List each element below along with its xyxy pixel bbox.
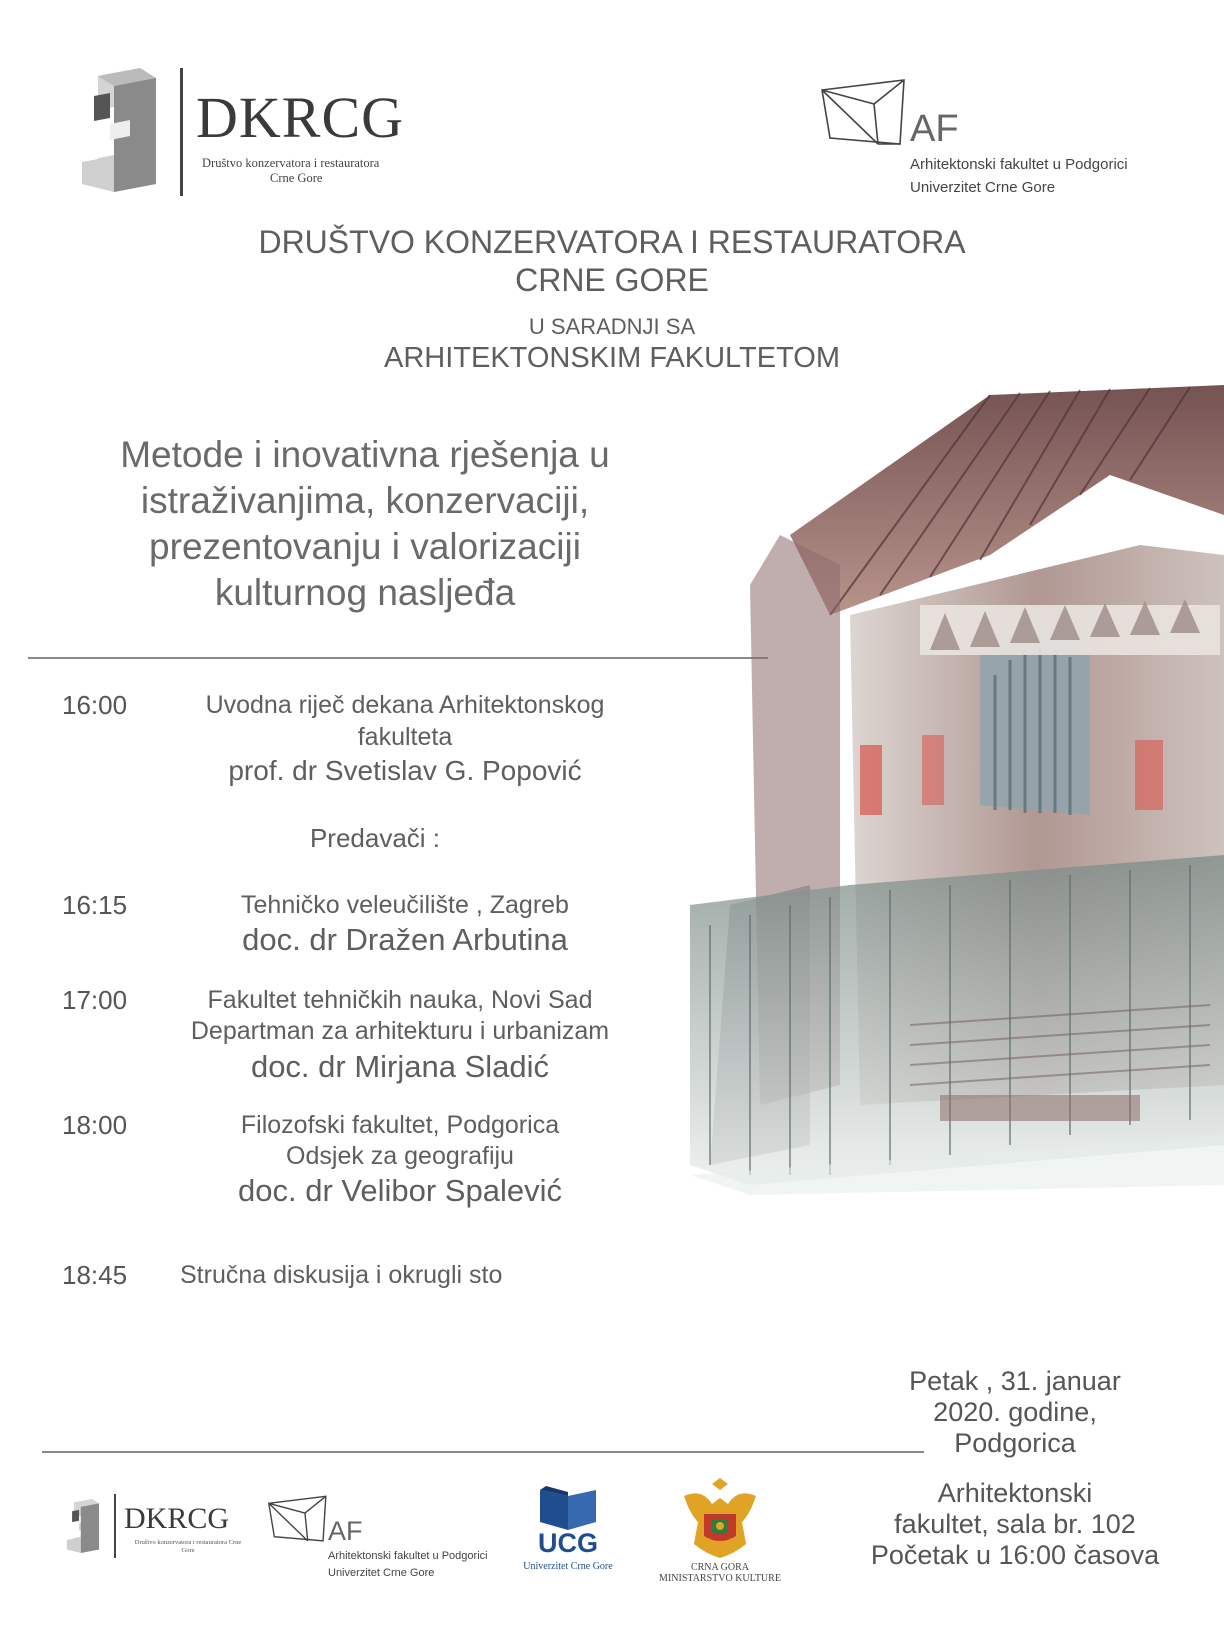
schedule-speaker: doc. dr Mirjana Sladić xyxy=(250,1049,550,1084)
af-wireframe-icon xyxy=(818,78,910,150)
schedule-time: 16:15 xyxy=(62,890,128,920)
event-date-line: Petak , 31. januar xyxy=(909,1366,1121,1396)
schedule-institution: Fakultet tehničkih nauka, Novi Sad xyxy=(207,986,593,1014)
schedule-institution: Tehničko veleučilište , Zagreb xyxy=(241,891,569,919)
schedule-speaker: doc. dr Velibor Spalević xyxy=(238,1173,562,1208)
dkrcg-mark-icon xyxy=(66,1494,106,1558)
start-time: Početak u 16:00 časova xyxy=(870,1540,1160,1570)
collaboration-label: U SARADNJI SA xyxy=(528,314,696,339)
divider xyxy=(42,1451,924,1453)
af-wireframe-icon xyxy=(266,1494,330,1546)
dkrcg-subtitle: Društvo konzervatora i restauratora xyxy=(202,156,380,170)
schedule-speaker: prof. dr Svetislav G. Popović xyxy=(228,755,582,786)
event-title-line: istraživanjima, konzervaciji, xyxy=(140,480,590,521)
schedule-description: fakulteta xyxy=(357,723,453,751)
building-illustration xyxy=(690,385,1224,1245)
event-title xyxy=(40,432,690,616)
ucg-subtitle: Univerzitet Crne Gore xyxy=(523,1561,613,1572)
schedule-speaker: doc. dr Dražen Arbutina xyxy=(242,922,568,957)
venue-line: fakultet, sala br. 102 xyxy=(894,1509,1136,1539)
dkrcg-subtitle: Društvo konzervatora i restauratora Crne Gore xyxy=(134,1539,242,1554)
footer-ministry-logo xyxy=(650,1474,790,1584)
af-logo xyxy=(818,78,1178,203)
event-title-line: prezentovanju i valorizaciji xyxy=(149,526,581,567)
footer-af-logo xyxy=(266,1494,506,1584)
schedule-time: 18:00 xyxy=(62,1110,128,1140)
divider xyxy=(28,657,768,659)
event-date-line: 2020. godine, xyxy=(933,1397,1097,1427)
event-city: Podgorica xyxy=(954,1428,1076,1458)
footer-dkrcg-logo xyxy=(66,1494,246,1564)
af-name: AF xyxy=(328,1516,363,1546)
schedule-description: Stručna diskusija i okrugli sto xyxy=(180,1261,503,1289)
dkrcg-mark-icon xyxy=(80,66,172,194)
venue-line: Arhitektonski xyxy=(937,1478,1093,1508)
organizer-name-line2: CRNE GORE xyxy=(515,262,709,298)
dkrcg-divider xyxy=(114,1494,116,1558)
dkrcg-divider xyxy=(180,68,183,196)
book-icon xyxy=(516,1484,620,1530)
lecturers-label: Predavači : xyxy=(309,823,441,853)
schedule-department: Departman za arhitekturu i urbanizam xyxy=(190,1017,610,1045)
event-title-line: Metode i inovativna rješenja u xyxy=(120,434,610,475)
ucg-name: UCG xyxy=(538,1528,598,1558)
ministry-country: CRNA GORA xyxy=(690,1562,750,1573)
organizer-name: DRUŠTVO KONZERVATORA I RESTAURATORA xyxy=(258,224,966,260)
schedule-institution: Filozofski fakultet, Podgorica xyxy=(240,1111,560,1139)
schedule-time: 16:00 xyxy=(62,690,128,720)
partner-faculty: ARHITEKTONSKIM FAKULTETOM xyxy=(383,342,840,374)
dkrcg-logo xyxy=(80,66,420,196)
dkrcg-name: DKRCG xyxy=(124,1502,230,1535)
event-date xyxy=(880,1366,1150,1459)
af-faculty-name: Arhitektonski fakultet u Podgorici xyxy=(910,156,1128,173)
schedule-time: 17:00 xyxy=(62,985,128,1015)
schedule-department: Odsjek za geografiju xyxy=(286,1142,514,1170)
af-name: AF xyxy=(910,108,959,150)
schedule-time: 18:45 xyxy=(62,1260,128,1290)
af-university-name: Univerzitet Crne Gore xyxy=(328,1567,435,1579)
af-faculty-name: Arhitektonski fakultet u Podgorici xyxy=(328,1550,488,1562)
af-university-name: Univerzitet Crne Gore xyxy=(910,179,1056,196)
footer-ucg-logo xyxy=(516,1484,620,1578)
event-title-line: kulturnog nasljeđa xyxy=(214,572,516,613)
ministry-name: MINISTARSTVO KULTURE xyxy=(659,1573,781,1584)
coat-of-arms-icon xyxy=(650,1474,790,1560)
dkrcg-subtitle: Crne Gore xyxy=(270,171,323,185)
dkrcg-name: DKRCG xyxy=(196,85,405,150)
schedule-description: Uvodna riječ dekana Arhitektonskog xyxy=(205,691,605,719)
event-venue xyxy=(860,1478,1170,1571)
